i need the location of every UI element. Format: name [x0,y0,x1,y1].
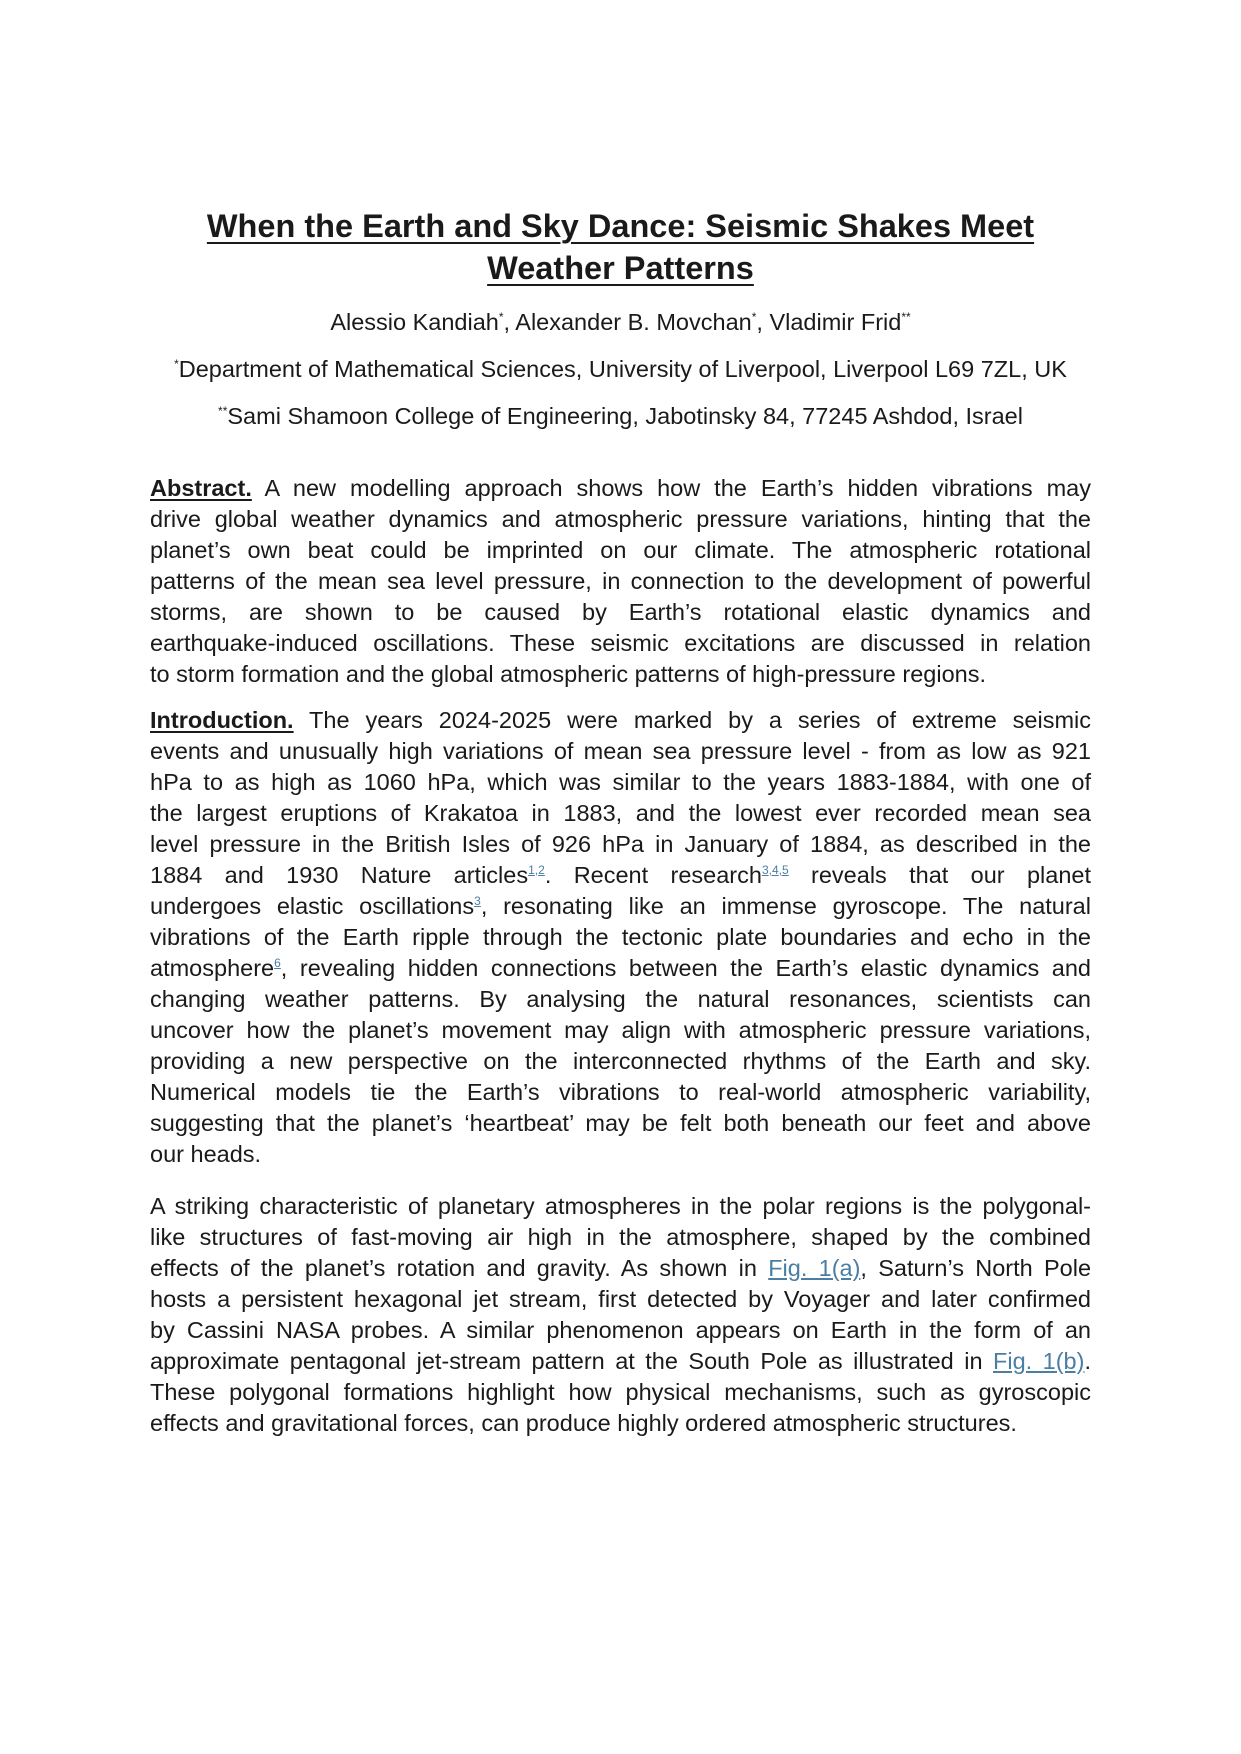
affiliation-liverpool [100,354,1141,384]
introduction-heading: Introduction. [150,707,294,733]
text-line: patterns of the mean sea level pressure, in connection to the development of powerful [150,568,1091,594]
title-line-2: Weather Patterns [487,250,754,286]
citation-link-1[interactable]: 1 [528,863,535,878]
citation-link-5[interactable]: 5 [782,863,789,878]
text-line: earthquake-induced oscillations. These seismic excitations are discussed in relation [150,630,1091,656]
text-line: These polygonal formations highlight how physical mechanisms, such as gyroscopic [150,1379,1091,1405]
text-line: our heads. [150,1141,262,1167]
figure-1a-link[interactable]: Fig. 1(a) [768,1255,861,1281]
text-line: to storm formation and the global atmospheric patterns of high-pressure regions. [150,661,986,687]
text-line: by Cassini NASA probes. A similar phenomenon appears on Earth in the form of an [150,1317,1091,1343]
affiliation-mark: * [174,357,179,372]
citation-link-3[interactable]: 3 [474,894,481,909]
text-line: vibrations of the Earth ripple through the tectonic plate boundaries and echo in the [150,924,1091,950]
text-line: like structures of fast-moving air high in the atmosphere, shaped by the combined [150,1224,1091,1250]
text-line: approximate pentagonal jet-stream pattern at the South Pole as illustrated in Fig. 1(b). [150,1348,1091,1374]
text-line: providing a new perspective on the interconnected rhythms of the Earth and sky. [150,1048,1091,1074]
citation-link-6[interactable]: 6 [274,956,281,971]
abstract-section [150,473,1091,690]
citation-link-3[interactable]: 3 [761,863,769,878]
author-movchan: , Alexander B. Movchan [503,309,752,335]
author-list [100,307,1141,337]
text-line: hosts a persistent hexagonal jet stream, first detected by Voyager and later confirmed [150,1286,1091,1312]
title-line-1: When the Earth and Sky Dance: Seismic Shakes Meet [206,208,1035,244]
figure-1b-link[interactable]: Fig. 1(b) [993,1348,1085,1374]
citation-link-2[interactable]: 2 [538,863,545,878]
text-line: the largest eruptions of Krakatoa in 1883, and the lowest ever recorded mean sea [150,800,1091,826]
text-line: atmosphere$^6$, revealing hidden connections between the Earth’s elastic dynamics and [150,955,1091,981]
affiliation-mark: ** [901,310,911,325]
text-line: storms, are shown to be caused by Earth’s rotational elastic dynamics and [150,599,1091,625]
author-frid: , Vladimir Frid [756,309,902,335]
abstract-heading: Abstract. [150,475,252,501]
affiliation-mark: ** [218,404,228,419]
text-line: A striking characteristic of planetary atmospheres in the polar regions is the polygonal- [150,1193,1091,1219]
text-line: planet’s own beat could be imprinted on our climate. The atmospheric rotational [150,537,1091,563]
affiliation-mark: * [498,310,504,325]
text-line: drive global weather dynamics and atmospheric pressure variations, hinting that the [150,506,1091,532]
affiliation-mark: * [751,310,757,325]
text-line: uncover how the planet’s movement may align with atmospheric pressure variations, [150,1017,1091,1043]
text-line: hPa to as high as 1060 hPa, which was similar to the years 1883-1884, with one of [150,769,1091,795]
polar-patterns-paragraph [150,1191,1091,1439]
citation-link-4[interactable]: 4 [771,863,779,878]
text-line: effects and gravitational forces, can produce highly ordered atmospheric structures. [150,1410,1017,1436]
text-line: Introduction. The years 2024-2025 were marked by a series of extreme seismic [150,707,1091,733]
text-line: suggesting that the planet’s ‘heartbeat’ may be felt both beneath our feet and above [150,1110,1091,1136]
text-line: Abstract. A new modelling approach shows how the Earth’s hidden vibrations may [150,475,1091,501]
affiliation-text: Sami Shamoon College of Engineering, Jabotinsky 84, 77245 Ashdod, Israel [227,403,1023,429]
text-line: Numerical models tie the Earth’s vibrations to real-world atmospheric variability, [150,1079,1091,1105]
text-line: changing weather patterns. By analysing the natural resonances, scientists can [150,986,1091,1012]
affiliation-sami-shamoon [100,401,1141,431]
paper-title [150,205,1091,289]
affiliation-text: Department of Mathematical Sciences, University of Liverpool, Liverpool L69 7ZL, UK [178,356,1067,382]
text-line: effects of the planet’s rotation and gravity. As shown in Fig. 1(a), Saturn’s North Pole [150,1255,1092,1281]
author-kandiah: Alessio Kandiah [330,309,499,335]
introduction-section [150,705,1091,1170]
text-line: 1884 and 1930 Nature articles$^{1,2}$. Recent research$^{3,4,5}$ reveals that our planet [150,862,1091,888]
text-line: events and unusually high variations of mean sea pressure level - from as low as 921 [150,738,1091,764]
text-line: level pressure in the British Isles of 926 hPa in January of 1884, as described in the [150,831,1091,857]
text-line: undergoes elastic oscillations$^3$, resonating like an immense gyroscope. The natural [150,893,1091,919]
